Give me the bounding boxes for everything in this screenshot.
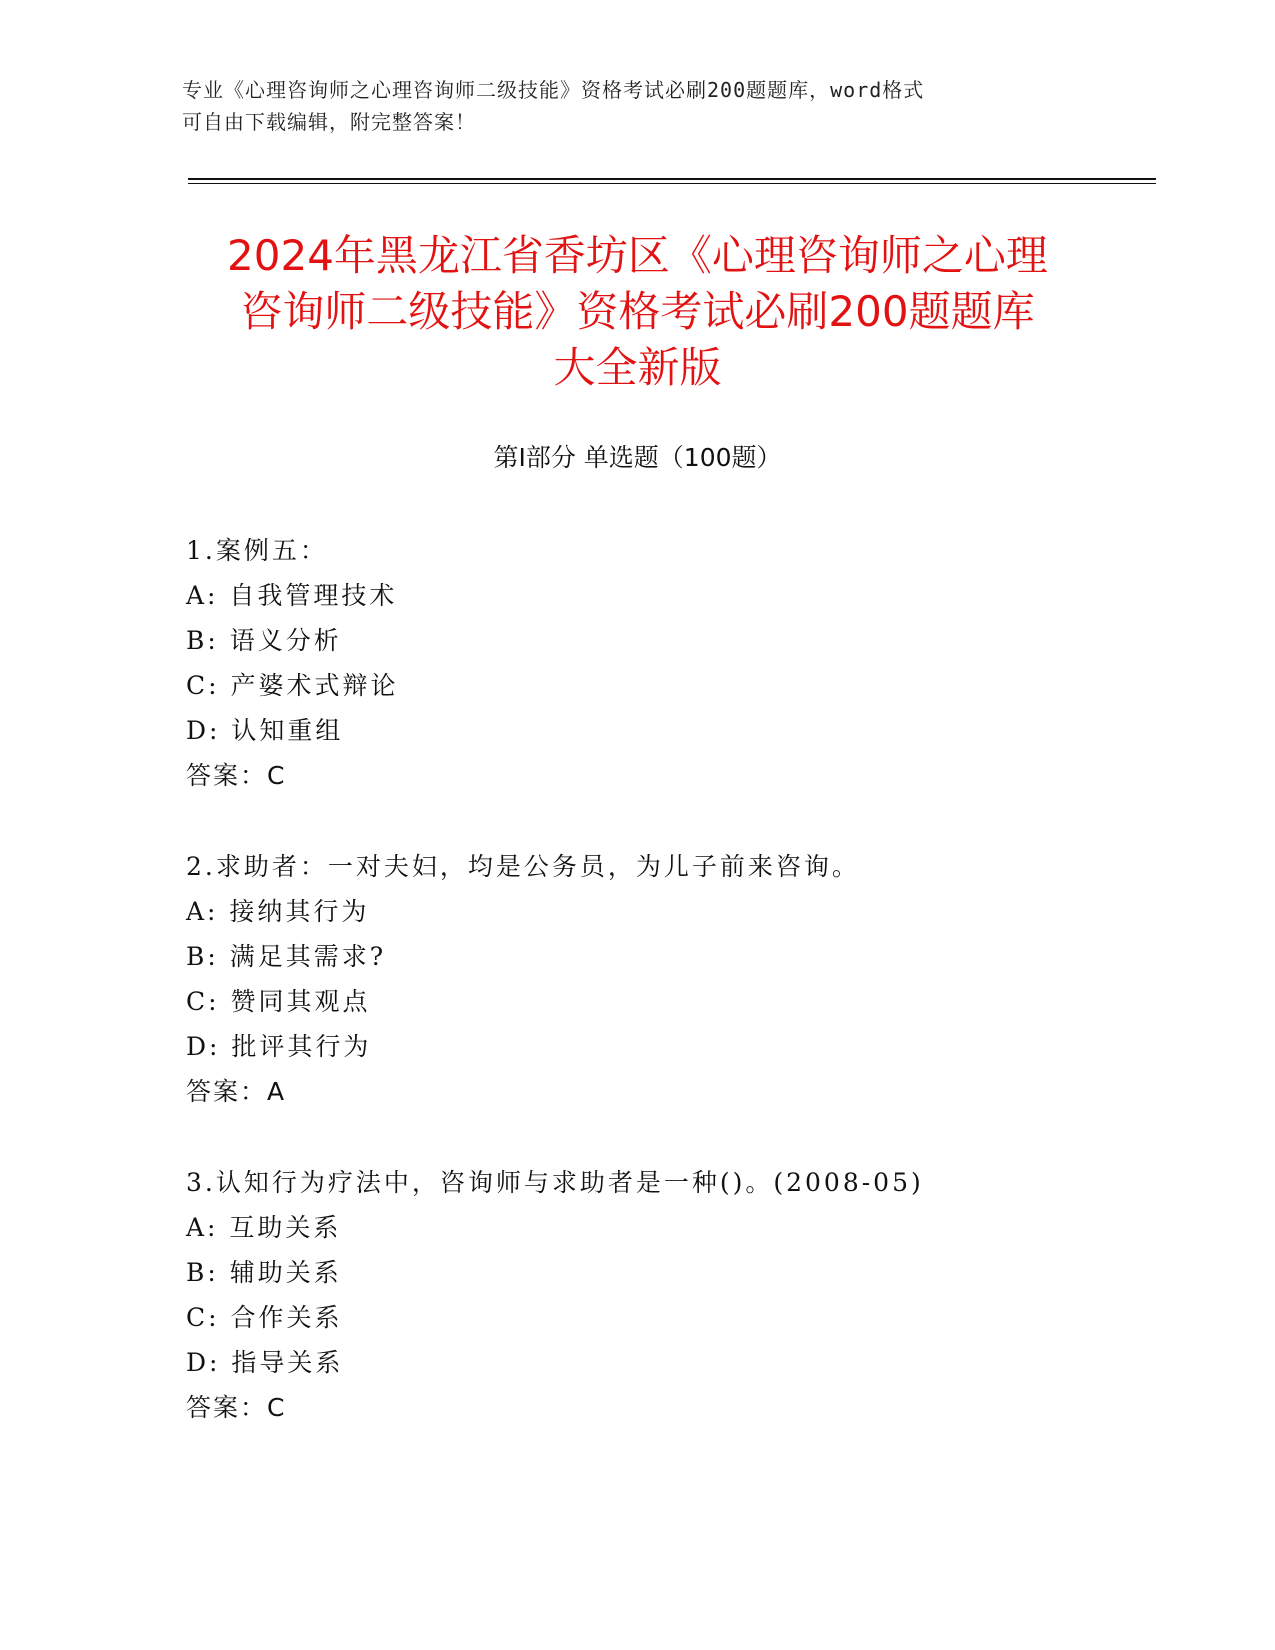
option-b: B: 语义分析 xyxy=(186,626,342,655)
question-stem: 3.认知行为疗法中，咨询师与求助者是一种()。(2008-05) xyxy=(186,1168,924,1197)
option-d: D: 批评其行为 xyxy=(186,1032,372,1061)
option-c: C: 产婆术式辩论 xyxy=(186,671,399,700)
question-stem: 1.案例五： xyxy=(186,536,328,565)
option-d: D: 认知重组 xyxy=(186,716,344,745)
document-header-note xyxy=(182,74,1062,138)
header-divider-thin xyxy=(188,183,1156,184)
document-title xyxy=(140,228,1135,396)
answer-line: 答案：A xyxy=(186,1077,287,1106)
question-list xyxy=(186,528,1186,1476)
question-item xyxy=(186,1160,1186,1430)
title-line-1: 2024年黑龙江省香坊区《心理咨询师之心理 xyxy=(227,231,1048,280)
question-stem: 2.求助者：一对夫妇，均是公务员，为儿子前来咨询。 xyxy=(186,852,860,881)
header-note-line-1: 专业《心理咨询师之心理咨询师二级技能》资格考试必刷200题题库，word格式 xyxy=(182,78,925,102)
option-d: D: 指导关系 xyxy=(186,1348,344,1377)
option-a: A: 接纳其行为 xyxy=(186,897,370,926)
option-c: C: 赞同其观点 xyxy=(186,987,371,1016)
question-item xyxy=(186,528,1186,798)
answer-line: 答案：C xyxy=(186,761,287,790)
section-heading: 第Ⅰ部分 单选题（100题） xyxy=(493,443,782,472)
option-a: A: 互助关系 xyxy=(186,1213,342,1242)
header-note-line-2: 可自由下载编辑，附完整答案！ xyxy=(182,110,476,134)
answer-line: 答案：C xyxy=(186,1393,287,1422)
title-line-3: 大全新版 xyxy=(553,343,722,392)
option-b: B: 满足其需求? xyxy=(186,942,387,971)
option-a: A: 自我管理技术 xyxy=(186,581,398,610)
header-divider-thick xyxy=(188,178,1156,180)
title-line-2: 咨询师二级技能》资格考试必刷200题题库 xyxy=(240,287,1035,336)
option-b: B: 辅助关系 xyxy=(186,1258,342,1287)
option-c: C: 合作关系 xyxy=(186,1303,343,1332)
question-item xyxy=(186,844,1186,1114)
